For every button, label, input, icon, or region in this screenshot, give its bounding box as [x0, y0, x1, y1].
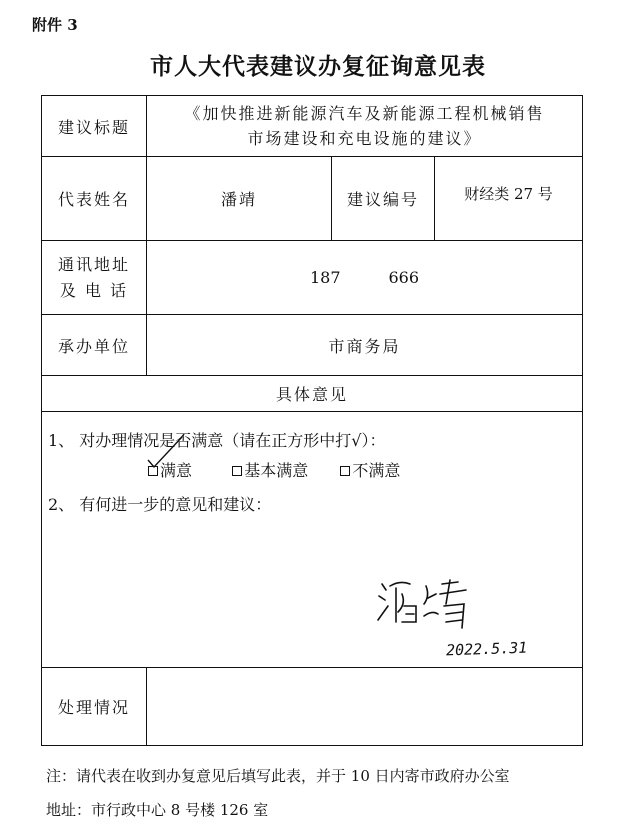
suggestion-title-value	[147, 96, 582, 156]
checkbox-unsatisfied[interactable]	[340, 466, 350, 476]
handling-unit-label: 承办单位	[57, 336, 130, 356]
suggestion-title-line1: 《加快推进新能源汽车及新能源工程机械销售	[184, 104, 545, 123]
handling-status-value[interactable]	[147, 668, 582, 745]
contact-label	[42, 241, 146, 314]
handwritten-checkmark-icon	[142, 434, 202, 470]
suggestion-title-line2: 市场建设和充电设施的建议》	[247, 129, 482, 148]
contact-phone	[147, 241, 582, 314]
address-note: 地址：市行政中心 8 号楼 126 室	[46, 801, 269, 819]
row-divider	[42, 411, 582, 412]
suggestion-number-label: 建议编号	[346, 190, 419, 209]
checkbox-basically-satisfied[interactable]	[232, 466, 242, 476]
contact-label-line1: 通讯地址	[57, 254, 130, 274]
handwritten-signature	[376, 576, 486, 636]
representative-name-value: 潘靖	[220, 190, 257, 209]
handling-status-label: 处理情况	[57, 698, 130, 717]
option-satisfied[interactable]: 满意	[148, 461, 192, 480]
attachment-label: 附件 3	[32, 16, 78, 34]
question-2: 2、 有何进一步的意见和建议：	[48, 495, 272, 514]
option-basically-satisfied[interactable]: 基本满意	[232, 461, 308, 480]
signature-date: 2022.5.31	[445, 638, 528, 660]
contact-label-line2: 及 电 话	[59, 280, 129, 300]
page-title: 市人大代表建议办复征询意见表	[150, 53, 486, 80]
suggestion-title-label: 建议标题	[57, 117, 130, 137]
opinion-heading: 具体意见	[275, 385, 348, 404]
representative-name-label: 代表姓名	[57, 190, 130, 209]
question-1: 1、 对办理情况是否满意（请在正方形中打√）：	[48, 431, 386, 450]
handling-unit-value: 市商务局	[328, 336, 401, 356]
footnote: 注：请代表在收到办复意见后填写此表，并于 10 日内寄市政府办公室	[46, 767, 510, 785]
form-table	[41, 95, 583, 746]
option-unsatisfied[interactable]: 不满意	[340, 461, 400, 480]
phone-part1: 187	[309, 268, 341, 287]
phone-part2: 666	[388, 268, 420, 287]
suggestion-number-value: 财经类 27 号	[464, 185, 553, 203]
